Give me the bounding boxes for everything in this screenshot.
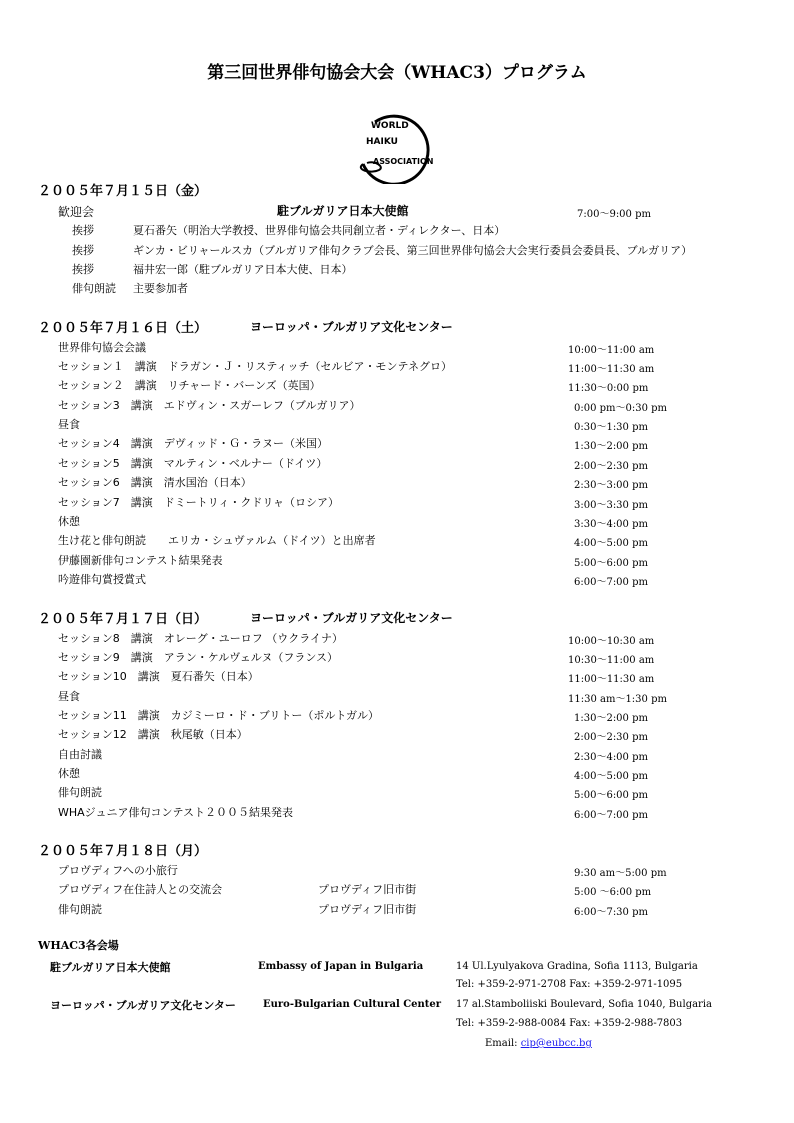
day3-row-text: セッション12 講演 秋尾敏（日本） [58, 728, 248, 741]
center-email [485, 1038, 592, 1049]
day4-row-place: プロヴディフ旧市街 [318, 903, 417, 916]
day3-row-time: 2:30～4:00 pm [574, 752, 648, 763]
day2-row-text: セッション5 講演 マルティン・ベルナー（ドイツ） [58, 457, 328, 470]
day2-row-text: 吟遊俳句賞授賞式 [58, 573, 146, 586]
day2-row-text: セッション7 講演 ドミートリィ・クドリャ（ロシア） [58, 496, 340, 509]
center-address: 17 al.Stamboliiski Boulevard, Sofia 1040, Bulgaria [456, 999, 712, 1010]
day2-row-text: セッション3 講演 エドヴィン・スガーレフ（ブルガリア） [58, 399, 361, 412]
day4-row-place: プロヴディフ旧市街 [318, 883, 417, 896]
day3-row-time: 4:00～5:00 pm [574, 771, 648, 782]
day4-row-time: 6:00～7:30 pm [574, 907, 648, 918]
day3-row-time: 10:00～10:30 am [568, 636, 655, 647]
day2-row-text: 生け花と俳句朗読 エリカ・シュヴァルム（ドイツ）と出席者 [58, 534, 376, 547]
day3-row-time: 1:30～2:00 pm [574, 713, 648, 724]
embassy-tel-fax: Tel: +359-2-971-2708 Fax: +359-2-971-1095 [456, 979, 683, 990]
day3-row-time: 11:30 am～1:30 pm [568, 694, 667, 705]
day3-row-text: セッション8 講演 オレーグ・ユーロフ （ウクライナ） [58, 632, 343, 645]
day1-row-label: 俳句朗読 [72, 282, 116, 295]
logo-text-world: WORLD [371, 121, 409, 131]
venues-heading: WHAC3各会場 [38, 939, 119, 952]
day1-row-label: 挨拶 [72, 244, 94, 257]
day2-row-time: 0:00 pm～0:30 pm [574, 403, 668, 414]
day4-heading: ２００５年７月１８日（月） [38, 844, 208, 859]
day3-heading: ２００５年７月１７日（日） [38, 612, 208, 627]
day2-row-time: 2:30～3:00 pm [574, 480, 648, 491]
center-name-jp: ヨーロッパ・ブルガリア文化センター [50, 999, 236, 1012]
day2-row-time: 3:30～4:00 pm [574, 519, 648, 530]
day3-row-text: セッション11 講演 カジミーロ・ド・ブリトー（ポルトガル） [58, 709, 380, 722]
day2-row-time: 1:30～2:00 pm [574, 441, 648, 452]
email-label: Email: [485, 1038, 518, 1049]
day2-row-time: 6:00～7:00 pm [574, 577, 648, 588]
day1-welcome-time: 7:00～9:00 pm [577, 209, 651, 220]
day2-venue: ヨーロッパ・ブルガリア文化センター [250, 320, 453, 334]
day3-row-time: 6:00～7:00 pm [574, 810, 648, 821]
day2-row-time: 10:00～11:00 am [568, 345, 655, 356]
day3-row-text: セッション9 講演 アラン・ケルヴェルヌ（フランス） [58, 651, 339, 664]
day1-welcome-venue: 駐ブルガリア日本大使館 [277, 204, 409, 218]
center-tel-fax: Tel: +359-2-988-0084 Fax: +359-2-988-7803 [456, 1018, 683, 1029]
logo-text-haiku: HAIKU [366, 137, 398, 147]
day1-row-text: 夏石番矢（明治大学教授、世界俳句協会共同創立者・ディレクター、日本） [133, 224, 506, 237]
day2-row-text: セッション4 講演 デヴィッド・Ｇ・ラヌー（米国） [58, 437, 329, 450]
day3-row-time: 11:00～11:30 am [568, 674, 655, 685]
day3-row-text: 自由討議 [58, 748, 102, 761]
day2-row-text: 世界俳句協会会議 [58, 341, 146, 354]
day4-row-text: 俳句朗読 [58, 903, 102, 916]
day3-row-time: 5:00～6:00 pm [574, 790, 648, 801]
day2-heading: ２００５年７月１６日（土） [38, 321, 208, 336]
day4-row-text: プロヴディフ在住詩人との交流会 [58, 883, 223, 896]
day3-row-text: セッション10 講演 夏石番矢（日本） [58, 670, 259, 683]
day2-row-time: 4:00～5:00 pm [574, 538, 648, 549]
day1-row-text: ギンカ・ビリャールスカ（ブルガリア俳句クラブ会長、第三回世界俳句協会大会実行委員会委員長、ブルガリア） [133, 244, 693, 257]
day3-row-text: 俳句朗読 [58, 786, 102, 799]
day2-row-time: 0:30～1:30 pm [574, 422, 648, 433]
day2-row-text: セッション２ 講演 リチャード・バーンズ（英国） [58, 379, 321, 392]
day2-row-text: セッション6 講演 清水国治（日本） [58, 476, 252, 489]
embassy-name-en: Embassy of Japan in Bulgaria [258, 961, 424, 972]
day2-row-text: セッション１ 講演 ドラガン・Ｊ・リスティッチ（セルビア・モンテネグロ） [58, 360, 453, 373]
day2-row-text: 休憩 [58, 515, 80, 528]
day3-row-text: WHAジュニア俳句コンテスト２００５結果発表 [58, 806, 294, 819]
embassy-address: 14 Ul.Lyulyakova Gradina, Sofia 1113, Bulgaria [456, 961, 698, 972]
day4-row-time: 9:30 am～5:00 pm [574, 868, 667, 879]
day3-venue: ヨーロッパ・ブルガリア文化センター [250, 611, 453, 625]
day2-row-time: 2:00～2:30 pm [574, 461, 648, 472]
day1-row-label: 挨拶 [72, 263, 94, 276]
day2-row-time: 5:00～6:00 pm [574, 558, 648, 569]
day1-heading: ２００５年７月１５日（金） [38, 184, 208, 199]
email-link[interactable]: cip@eubcc.bg [520, 1038, 592, 1049]
day3-row-time: 10:30～11:00 am [568, 655, 655, 666]
day1-row-label: 挨拶 [72, 224, 94, 237]
center-name-en: Euro-Bulgarian Cultural Center [263, 999, 442, 1010]
embassy-name-jp: 駐ブルガリア日本大使館 [50, 961, 171, 974]
logo-text-association: ASSOCIATION [373, 157, 434, 166]
day2-row-time: 3:00～3:30 pm [574, 500, 648, 511]
day1-row-text: 主要参加者 [133, 282, 188, 295]
wha-logo [345, 108, 437, 184]
day3-row-text: 休憩 [58, 767, 80, 780]
day2-row-time: 11:30～0:00 pm [568, 383, 649, 394]
day4-row-time: 5:00 ～6:00 pm [574, 887, 652, 898]
day3-row-time: 2:00～2:30 pm [574, 732, 648, 743]
day1-welcome-label: 歓迎会 [58, 205, 95, 219]
page-title: 第三回世界俳句協会大会（WHAC3）プログラム [207, 63, 587, 83]
day2-row-time: 11:00～11:30 am [568, 364, 655, 375]
day3-row-text: 昼食 [58, 690, 80, 703]
day4-row-text: プロヴディフへの小旅行 [58, 864, 178, 877]
day2-row-text: 伊藤園新俳句コンテスト結果発表 [58, 554, 223, 567]
day1-row-text: 福井宏一郎（駐ブルガリア日本大使、日本） [133, 263, 353, 276]
day2-row-text: 昼食 [58, 418, 80, 431]
